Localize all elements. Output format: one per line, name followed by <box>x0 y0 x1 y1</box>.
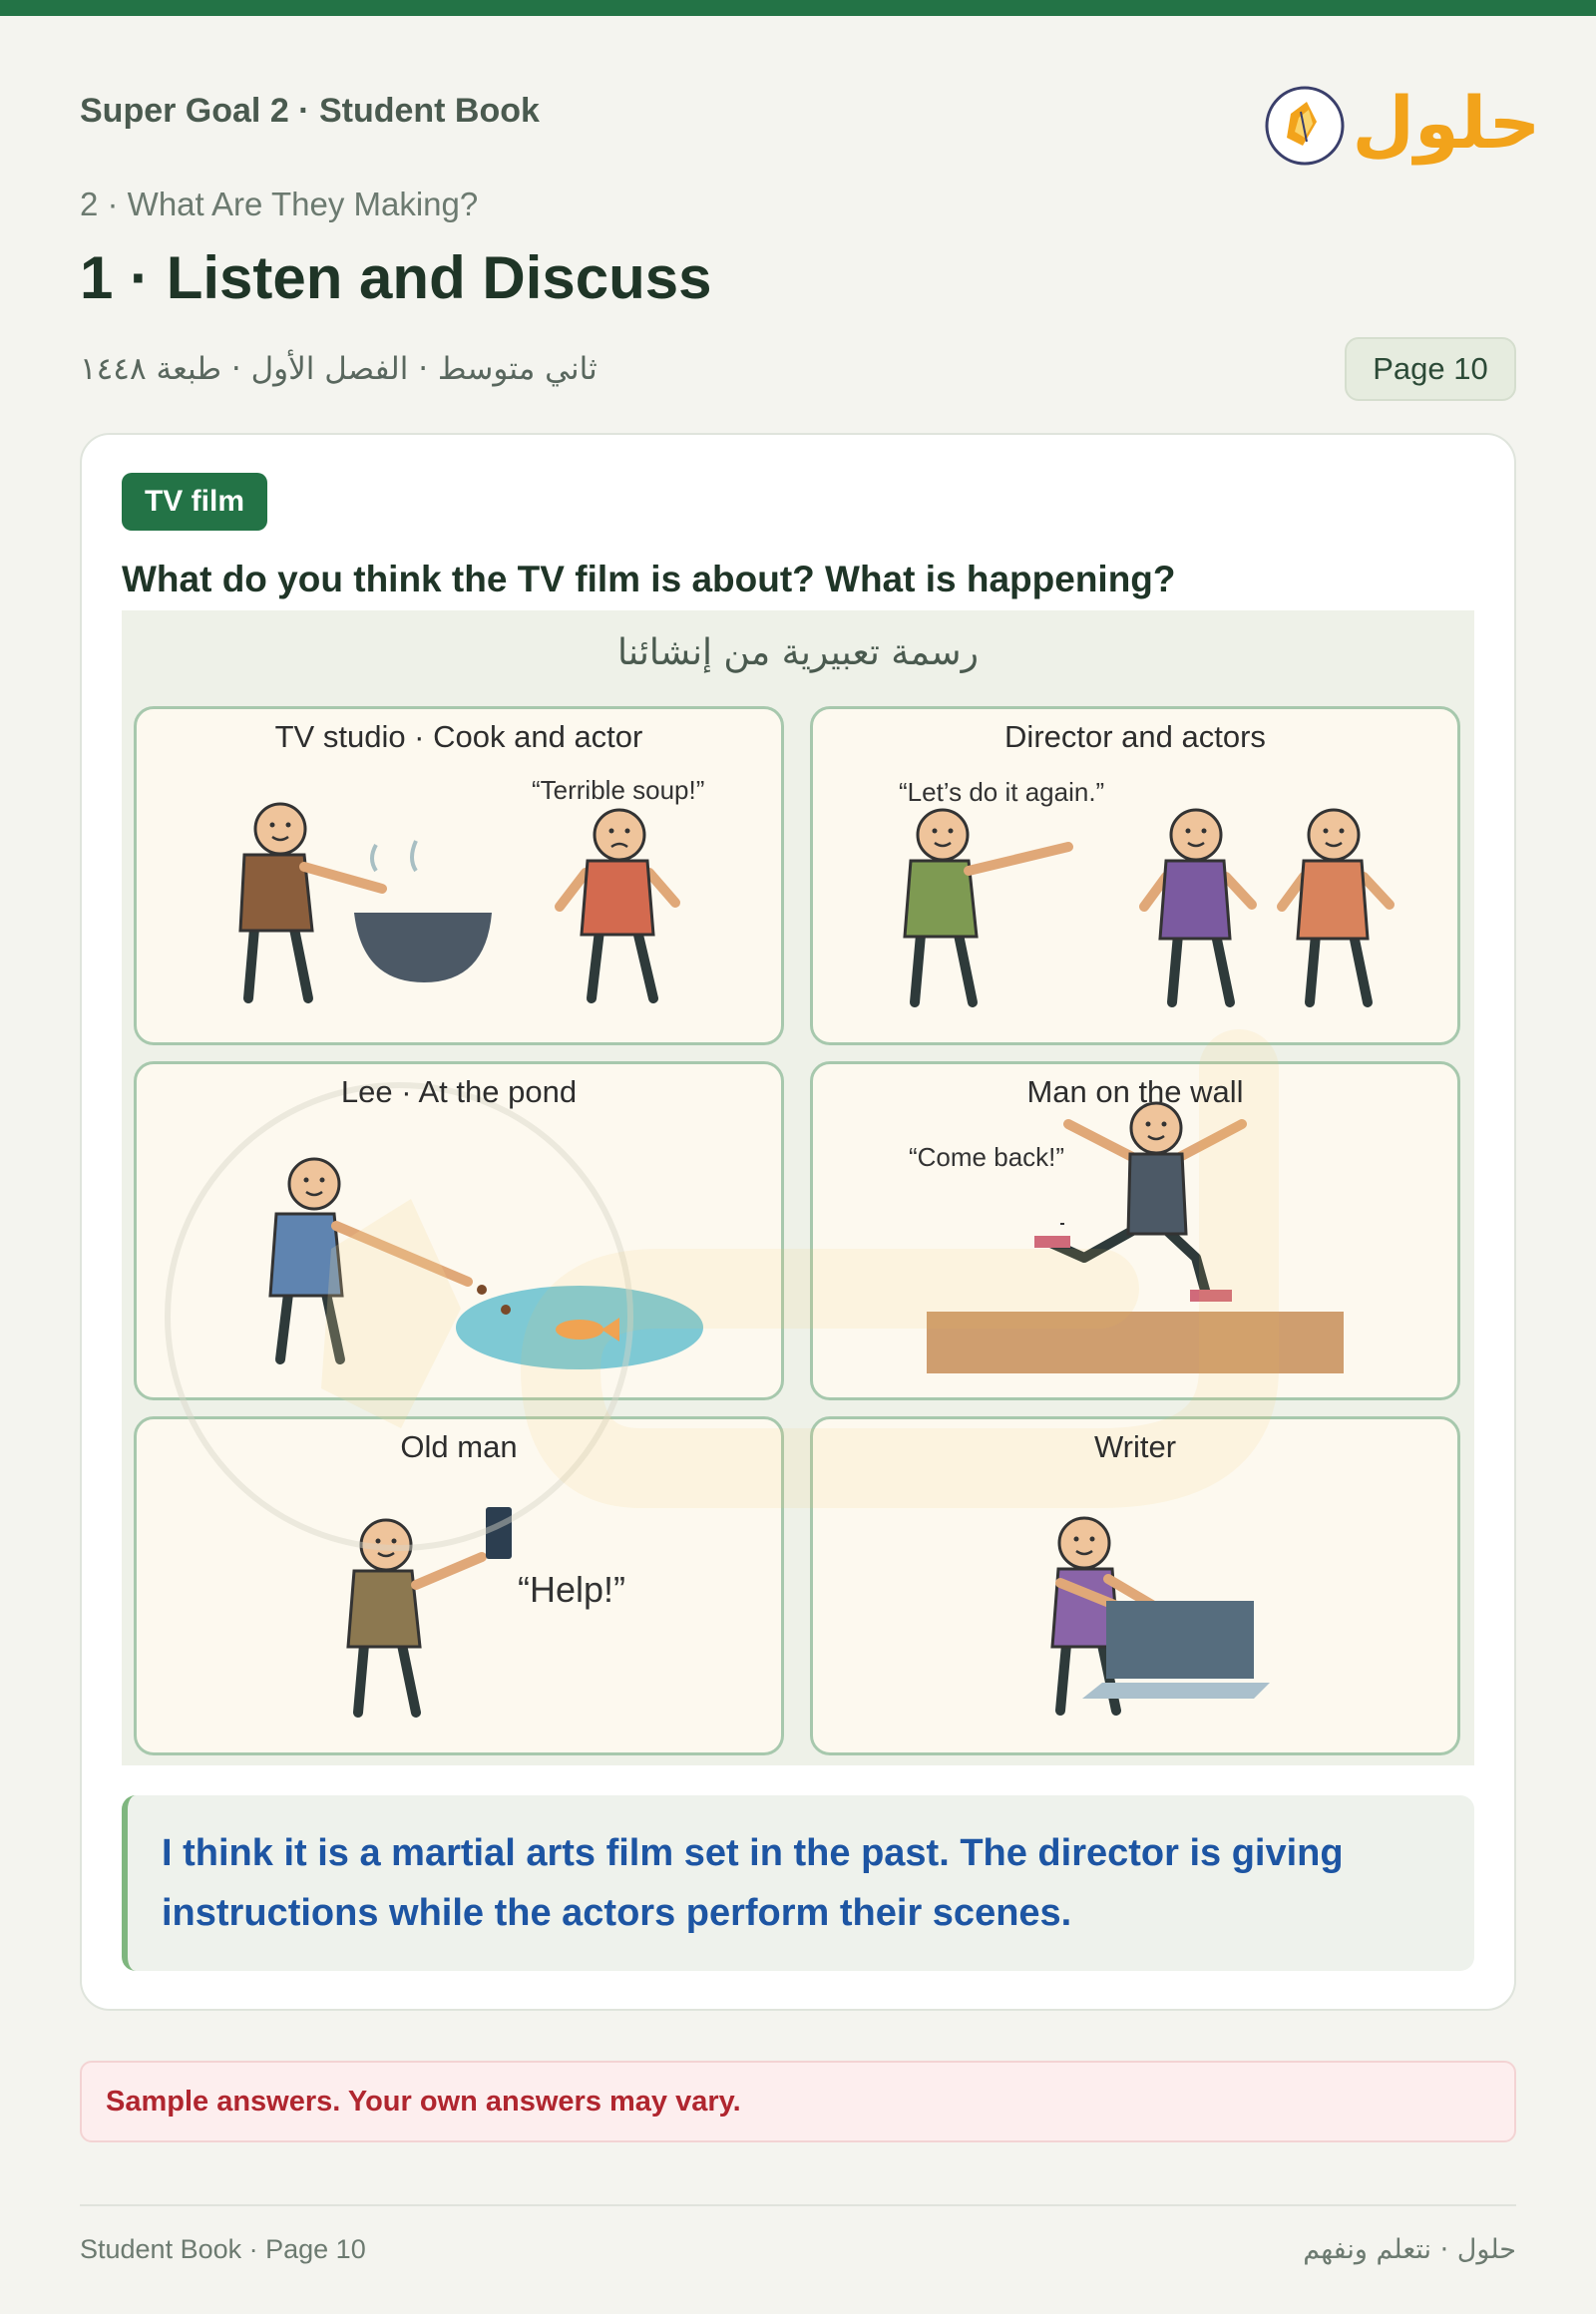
panel-pond <box>134 1061 784 1400</box>
footer-page-label: Student Book · Page 10 <box>80 2234 366 2264</box>
exercise-card <box>80 433 1516 2011</box>
panel-writer <box>810 1416 1460 1755</box>
hulul-logo <box>1257 62 1541 182</box>
panel-old-man <box>134 1416 784 1755</box>
top-accent-bar <box>0 0 1596 16</box>
panel-title: Lee · At the pond <box>340 1074 578 1109</box>
panel-tv-studio <box>134 706 784 1045</box>
panel-title: Old man <box>400 1429 518 1464</box>
old-man-drawing <box>137 1419 787 1758</box>
section-tag: TV film <box>122 473 267 531</box>
panel-title: Man on the wall <box>1026 1074 1244 1109</box>
director-and-actors-drawing <box>813 709 1463 1048</box>
lee-at-pond-drawing <box>137 1064 787 1403</box>
question-text: What do you think the TV film is about? What is happening? <box>122 559 1176 599</box>
panel-wall <box>810 1061 1460 1400</box>
panel-director <box>810 706 1460 1045</box>
illustration <box>122 610 1474 1765</box>
footer-divider <box>80 2204 1516 2206</box>
sample-answers-note: Sample answers. Your own answers may vary. <box>80 2061 1516 2142</box>
writer-drawing <box>813 1419 1463 1758</box>
speech-bubble: “Come back!” <box>909 1142 1065 1172</box>
speech-bubble: “Let’s do it again.” <box>899 777 1105 807</box>
cook-and-actor-drawing <box>137 709 787 1048</box>
page-header <box>80 81 1541 172</box>
man-on-wall-drawing <box>813 1064 1463 1403</box>
answer-text: I think it is a martial arts film set in the past. The director is giving instructions while the actors perform their scenes. <box>162 1832 1344 1934</box>
speech-bubble: “Help!” <box>518 1569 626 1610</box>
unit-title: 2 · What Are They Making? <box>80 186 479 222</box>
illustration-caption: رسمة تعبيرية من إنشائنا <box>617 632 979 673</box>
book-title: Super Goal 2 · Student Book <box>80 92 540 130</box>
panel-title: Writer <box>1093 1429 1177 1464</box>
panel-title: Director and actors <box>1004 719 1266 754</box>
logo-text: حلول <box>1352 81 1541 165</box>
panel-title: TV studio · Cook and actor <box>274 719 643 754</box>
footer-brand-tagline: حلول · نتعلم ونفهم <box>1303 2234 1516 2265</box>
page-title: 1 · Listen and Discuss <box>80 244 712 311</box>
grade-subtitle: ثاني متوسط · الفصل الأول · طبعة ١٤٤٨ <box>80 351 598 387</box>
speech-bubble: “Terrible soup!” <box>532 775 705 805</box>
sample-answer <box>122 1795 1474 1971</box>
page-number-badge: Page 10 <box>1345 337 1516 401</box>
